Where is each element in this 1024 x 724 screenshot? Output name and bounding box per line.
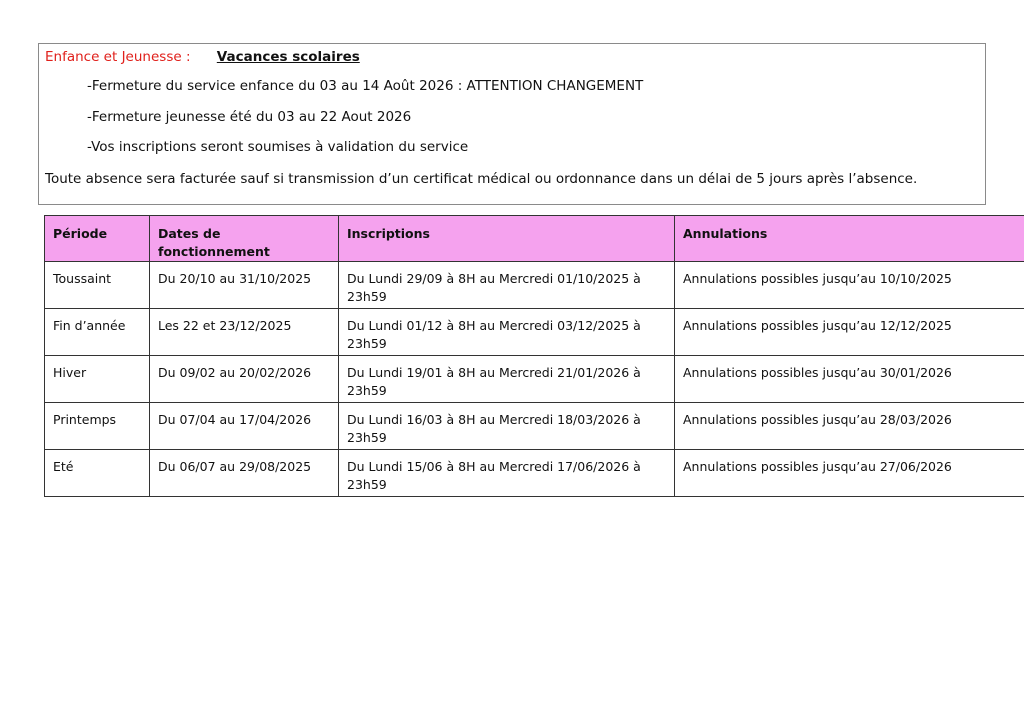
cell-periode: Toussaint [45,262,150,309]
header-dates: Dates de fonctionnement [150,216,339,262]
table-header-row [45,216,1024,262]
cell-annulations: Annulations possibles jusqu’au 30/01/2026 [675,356,1024,403]
cell-annulations: Annulations possibles jusqu’au 12/12/2025 [675,309,1024,356]
section-title: Vacances scolaires [216,49,360,65]
cell-dates: Du 09/02 au 20/02/2026 [150,356,339,403]
cell-dates: Du 06/07 au 29/08/2025 [150,450,339,497]
cell-inscriptions: Du Lundi 01/12 à 8H au Mercredi 03/12/2025 à 23h59 [339,309,675,356]
cell-annulations: Annulations possibles jusqu’au 10/10/2025 [675,262,1024,309]
table-row [45,309,1024,356]
notice-bullet-closure-youth: -Fermeture jeunesse été du 03 au 22 Aout 2026 [87,109,412,125]
cell-periode: Printemps [45,403,150,450]
notice-heading [45,49,360,65]
cell-periode: Fin d’année [45,309,150,356]
cell-dates: Du 20/10 au 31/10/2025 [150,262,339,309]
cell-annulations: Annulations possibles jusqu’au 28/03/2026 [675,403,1024,450]
cell-inscriptions: Du Lundi 19/01 à 8H au Mercredi 21/01/2026 à 23h59 [339,356,675,403]
notice-bullet-closure-childhood: -Fermeture du service enfance du 03 au 14 Août 2026 : ATTENTION CHANGEMENT [87,78,644,94]
cell-annulations: Annulations possibles jusqu’au 27/06/2026 [675,450,1024,497]
cell-dates: Les 22 et 23/12/2025 [150,309,339,356]
table-row [45,262,1024,309]
notice-box [38,43,986,205]
schedule-table [44,215,1024,497]
header-inscriptions: Inscriptions [339,216,675,262]
header-annulations: Annulations [675,216,1024,262]
cell-periode: Eté [45,450,150,497]
cell-inscriptions: Du Lundi 15/06 à 8H au Mercredi 17/06/2026 à 23h59 [339,450,675,497]
table-row [45,356,1024,403]
table-row [45,403,1024,450]
cell-periode: Hiver [45,356,150,403]
cell-inscriptions: Du Lundi 29/09 à 8H au Mercredi 01/10/2025 à 23h59 [339,262,675,309]
absence-note: Toute absence sera facturée sauf si transmission d’un certificat médical ou ordonnance dans un délai de 5 jours après l’absence. [45,171,918,187]
table-row [45,450,1024,497]
cell-inscriptions: Du Lundi 16/03 à 8H au Mercredi 18/03/2026 à 23h59 [339,403,675,450]
cell-dates: Du 07/04 au 17/04/2026 [150,403,339,450]
header-periode: Période [45,216,150,262]
section-label: Enfance et Jeunesse : [45,49,191,65]
notice-bullet-validation: -Vos inscriptions seront soumises à validation du service [87,139,469,155]
